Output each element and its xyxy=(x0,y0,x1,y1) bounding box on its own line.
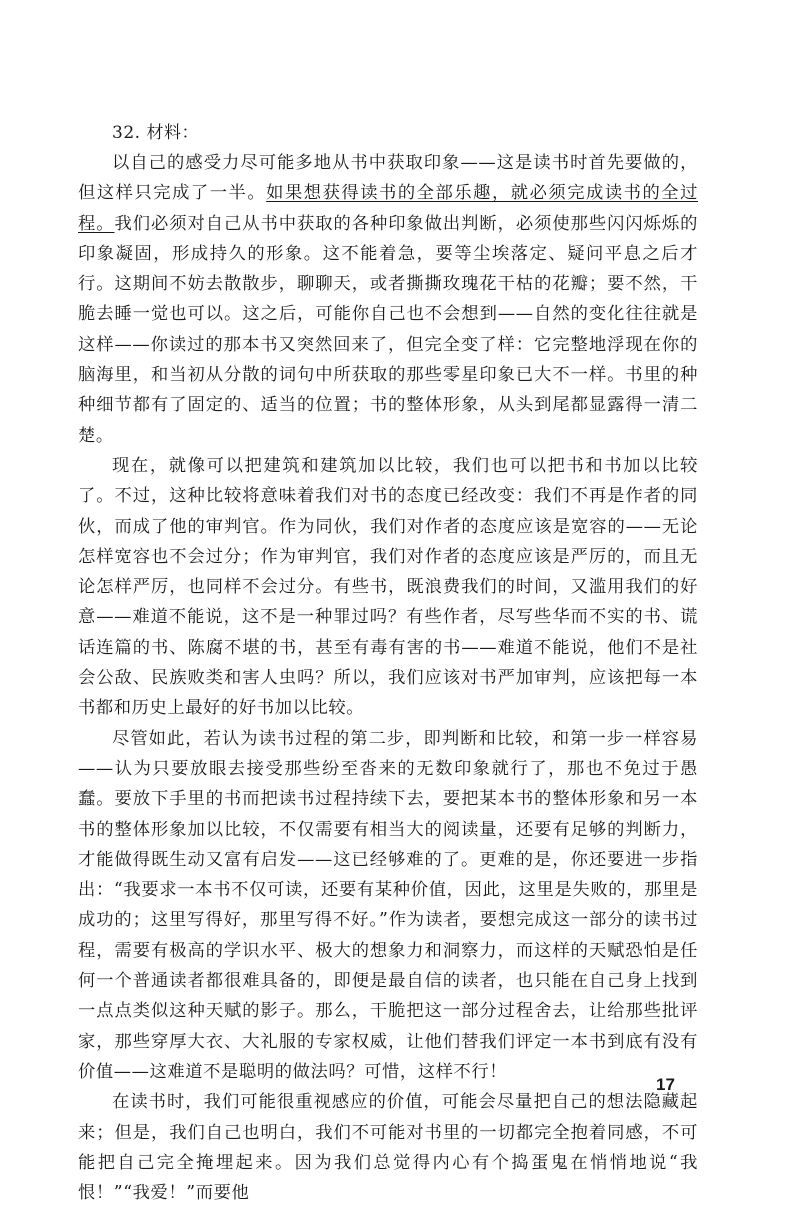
document-body xyxy=(78,118,698,1208)
paragraph-2: 现在，就像可以把建筑和建筑加以比较，我们也可以把书和书加以比较了。不过，这种比较将意味着我们对书的态度已经改变：我们不再是作者的同伙，而成了他的审判官。作为同伙，我们对作者的态度应该是宽容的——无论怎样宽容也不会过分；作为审判官，我们对作者的态度应该是严厉的，而且无论怎样严厉，也同样不会过分。有些书，既浪费我们的时间，又滥用我们的好意——难道不能说，这不是一种罪过吗？有些作者，尽写些华而不实的书、谎话连篇的书、陈腐不堪的书，甚至有毒有害的书——难道不能说，他们不是社会公敌、民族败类和害人虫吗？所以，我们应该对书严加审判，应该把每一本书都和历史上最好的好书加以比较。 xyxy=(78,455,698,719)
paragraph-3: 尽管如此，若认为读书过程的第二步，即判断和比较，和第一步一样容易——认为只要放眼去接受那些纷至沓来的无数印象就行了，那也不免过于愚蠢。要放下手里的书而把读书过程持续下去，要把某本书的整体形象和另一本书的整体形象加以比较，不仅需要有相当大的阅读量，还要有足够的判断力，才能做得既生动又富有启发——这已经够难的了。更难的是，你还要进一步指出：“我要求一本书不仅可读，还要有某种价值，因此，这里是失败的，那里是成功的；这里写得好，那里写得不好。”作为读者，要想完成这一部分的读书过程，需要有极高的学识水平、极大的想象力和洞察力，而这样的天赋恐怕是任何一个普通读者都很难具备的，即便是最自信的读者，也只能在自己身上找到一点点类似这种天赋的影子。那么，干脆把这一部分过程舍去，让给那些批评家，那些穿厚大衣、大礼服的专家权威，让他们替我们评定一本书到底有没有价值——这难道不是聪明的做法吗？可惜，这样不行！ xyxy=(78,728,698,1082)
paragraph-1-text-end: 我们必须对自己从书中获取的各种印象做出判断，必须使那些闪闪烁烁的印象凝固，形成持久的形象。这不能着急，要等尘埃落定、疑问平息之后才行。这期间不妨去散散步，聊聊天，或者撕撕玫瑰花干枯的花瓣；要不然，干脆去睡一觉也可以。这之后，可能你自己也不会想到——自然的变化往往就是这样——你读过的那本书又突然回来了，但完全变了样：它完整地浮现在你的脑海里，和当初从分散的词句中所获取的那些零星印象已大不一样。书里的种种细节都有了固定的、适当的位置；书的整体形象，从头到尾都显露得一清二楚。 xyxy=(78,213,699,446)
paragraph-1-text-start: 以自己的感受力尽可能多地从书中获取印象——这是读书时首先要做的，但这样只完成了一半。 xyxy=(78,153,698,204)
paragraph-1 xyxy=(78,148,698,451)
underlined-sentence: 如果想获得读书的全部乐趣，就必须完成读书的全过程。 xyxy=(78,183,698,234)
question-heading: 32. 材料： xyxy=(112,123,199,143)
paragraph-4: 在读书时，我们可能很重视感应的价值，可能会尽量把自己的想法隐藏起来；但是，我们自己也明白，我们不可能对书里的一切都完全抱着同感，不可能把自己完全掩埋起来。因为我们总觉得内心有个捣蛋鬼在悄悄地说“我恨！”“我爱！”而要他 xyxy=(78,1092,698,1204)
page-number: 17 xyxy=(656,1075,675,1094)
